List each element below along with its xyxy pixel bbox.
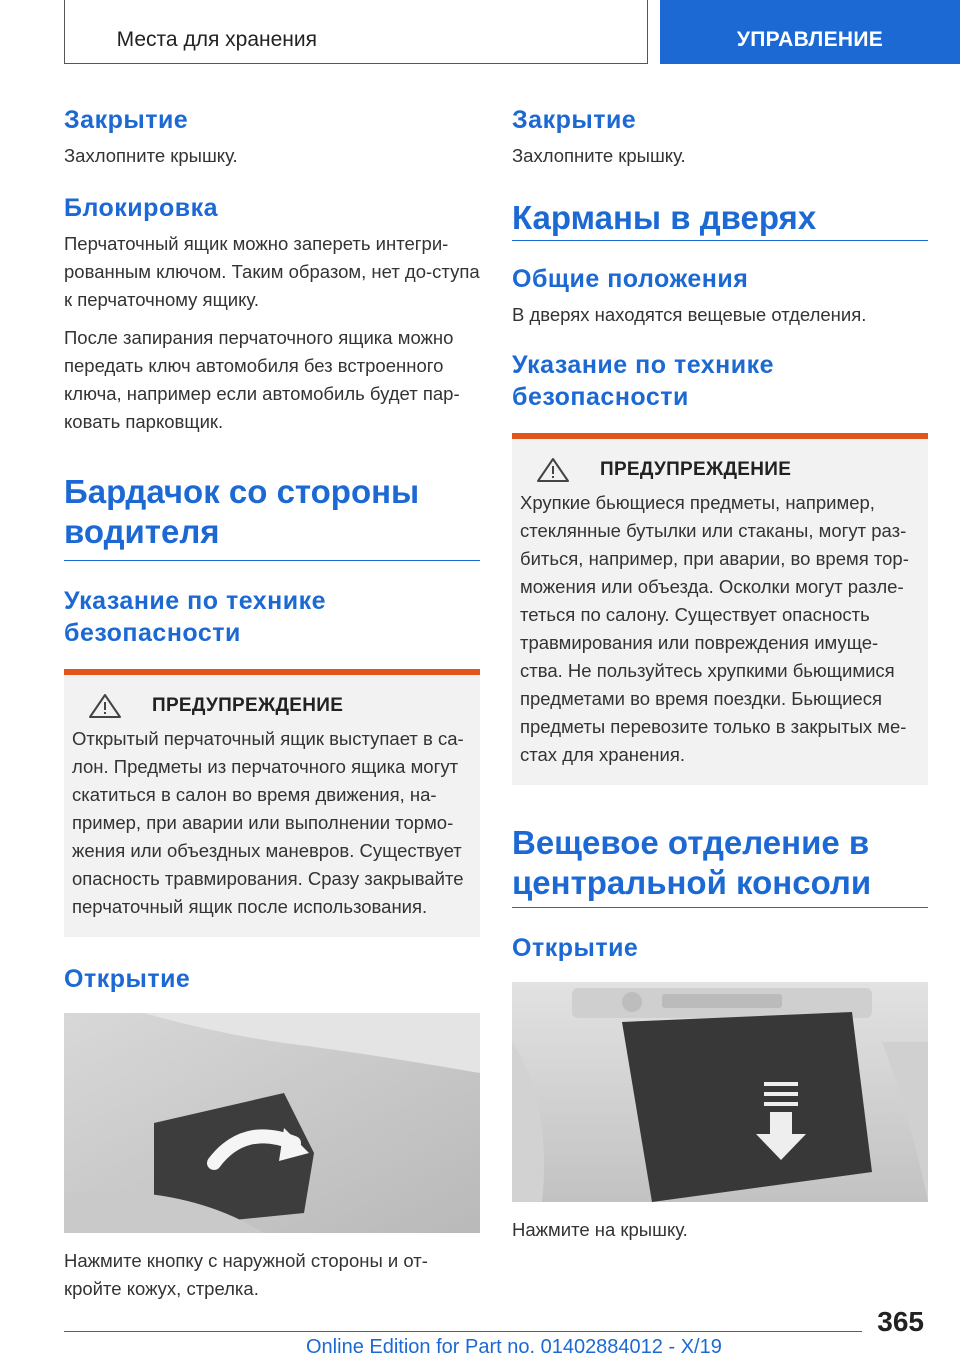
page-number: 365 xyxy=(877,1306,924,1337)
driver-box-heading: Бардачок со стороны водителя xyxy=(64,473,420,550)
warning-box xyxy=(64,669,480,937)
closing-heading: Закрытие xyxy=(512,106,637,134)
section-rule xyxy=(64,560,480,561)
right-column xyxy=(512,104,928,1244)
opening-caption: Нажмите кнопку с наружной стороны и от-кройте кожух, стрелка. xyxy=(64,1250,428,1299)
header-chapter-tab[interactable]: УПРАВЛЕНИЕ xyxy=(660,0,960,64)
locking-paragraph-2: После запирания перчаточного ящика можно передать ключ автомобиля без встроенного ключа, например если автомобиль будет пар-ковать парковщик. xyxy=(64,327,460,432)
closing-text: Захлопните крышку. xyxy=(64,145,238,166)
warning-header xyxy=(72,693,472,719)
warning-triangle-icon xyxy=(536,457,570,483)
opening-caption: Нажмите на крышку. xyxy=(512,1219,688,1240)
opening-heading: Открытие xyxy=(512,934,639,962)
closing-text: Захлопните крышку. xyxy=(512,145,686,166)
warning-text: Открытый перчаточный ящик выступает в са-лон. Предметы из перчаточного ящика могут скатиться в салон во время движения, на-пример, при аварии или выполнении тормо-жения или объездных маневров. Существует опасность травмирования. Сразу закрывайте перчаточный ящик после использования. xyxy=(72,728,464,917)
left-column xyxy=(64,104,480,1303)
console-photo xyxy=(512,982,928,1202)
footer-rule xyxy=(64,1331,862,1332)
warning-box xyxy=(512,433,928,785)
warning-text: Хрупкие бьющиеся предметы, например, стеклянные бутылки или стаканы, могут раз-биться, например, при аварии, во время тор-можения или объезда. Осколки могут разле-теться по салону. Существует опасность травмирования или повреждения имуще-ства. Не пользуйтесь хрупкими бьющимися предметами во время поездки. Бьющиеся предметы перевозите только в закрытых ме-стах для хранения. xyxy=(520,492,909,765)
section-rule xyxy=(512,240,928,241)
section-rule xyxy=(512,907,928,908)
safety-heading: Указание по технике безопасности xyxy=(64,587,327,647)
general-heading: Общие положения xyxy=(512,265,749,293)
console-heading: Вещевое отделение в центральной консоли xyxy=(512,824,872,901)
warning-triangle-icon xyxy=(88,693,122,719)
warning-title: ПРЕДУПРЕЖДЕНИЕ xyxy=(600,459,792,480)
header-section-title: Места для хранения xyxy=(116,28,317,51)
header-section-box xyxy=(64,0,648,64)
general-text: В дверях находятся вещевые отделения. xyxy=(512,304,867,325)
safety-heading: Указание по технике безопасности xyxy=(512,351,775,411)
closing-heading: Закрытие xyxy=(64,106,189,134)
locking-heading: Блокировка xyxy=(64,194,218,222)
glovebox-photo xyxy=(64,1013,480,1233)
warning-header xyxy=(520,457,920,483)
locking-paragraph-1: Перчаточный ящик можно запереть интегри-рованным ключом. Таким образом, нет до-ступа к перчаточному ящику. xyxy=(64,233,480,310)
opening-heading: Открытие xyxy=(64,965,191,993)
warning-title: ПРЕДУПРЕЖДЕНИЕ xyxy=(152,695,344,716)
footer-edition: Online Edition for Part no. 01402884012 - X/19 xyxy=(306,1336,722,1358)
door-pockets-heading: Карманы в дверях xyxy=(512,199,817,236)
